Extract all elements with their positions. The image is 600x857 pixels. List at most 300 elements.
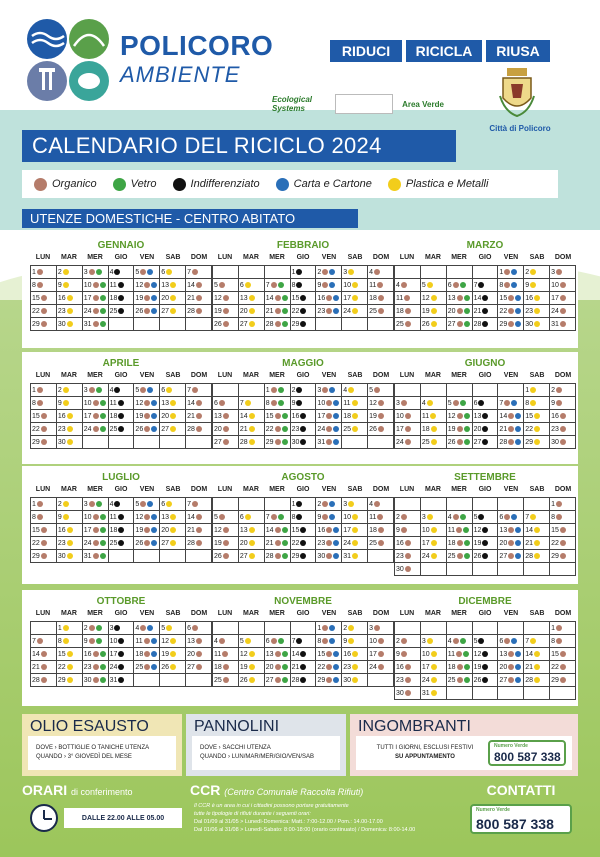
weekday-header [394, 372, 576, 383]
waste-dot-icon [249, 321, 255, 327]
day-cell [186, 292, 212, 305]
day-cell [31, 635, 57, 648]
day-number: 8 [551, 513, 556, 521]
day-cell [186, 423, 212, 436]
waste-dot-icon [89, 387, 95, 393]
day-cell [291, 661, 317, 674]
day-cell [498, 279, 524, 292]
day-cell [447, 318, 473, 331]
day-cell [109, 305, 135, 318]
waste-dot-icon [515, 295, 521, 301]
day-cell [395, 648, 421, 661]
waste-dot-icon [333, 664, 339, 670]
day-cell [368, 524, 394, 537]
waste-dot-icon [464, 321, 470, 327]
weekday-label: LUN [35, 486, 51, 493]
weekday-label: DOM [190, 372, 208, 379]
day-cell [291, 436, 317, 449]
day-number: 4 [421, 399, 426, 407]
pannolini-dove: SACCHI UTENZA [222, 745, 271, 751]
weekday-label: MAR [425, 254, 441, 261]
weekday-label: SAB [165, 486, 181, 493]
day-cell [57, 305, 83, 318]
waste-dot-icon [196, 295, 202, 301]
waste-dot-icon [431, 664, 437, 670]
weekday-label: DOM [190, 610, 208, 617]
day-number: 28 [32, 676, 40, 684]
day-number: 21 [291, 663, 300, 671]
day-number: 3 [369, 624, 374, 632]
waste-dot-icon [192, 625, 198, 631]
day-cell [291, 397, 317, 410]
weekday-label: DOM [372, 610, 390, 617]
weekday-label: SAB [165, 254, 181, 261]
month-grid [212, 497, 394, 563]
day-number: 26 [239, 676, 248, 684]
waste-dot-icon [93, 514, 99, 520]
day-cell [239, 550, 265, 563]
weekday-label: GIO [296, 486, 310, 493]
day-number: 21 [187, 294, 195, 302]
day-cell [239, 397, 265, 410]
waste-dot-icon [329, 638, 335, 644]
waste-dot-icon [534, 527, 540, 533]
waste-dot-icon [282, 553, 288, 559]
day-number: 2 [57, 386, 62, 394]
day-number: 15 [265, 412, 274, 420]
day-cell [421, 292, 447, 305]
waste-dot-icon [192, 387, 198, 393]
waste-dot-icon [166, 269, 172, 275]
day-cell [473, 524, 499, 537]
day-cell [134, 266, 160, 279]
day-number: 1 [551, 500, 556, 508]
weekday-label: GIO [114, 254, 128, 261]
waste-dot-icon [515, 308, 521, 314]
day-cell [291, 384, 317, 397]
day-number: 6 [161, 386, 166, 394]
day-cell [395, 511, 421, 524]
day-number: 3 [83, 500, 88, 508]
day-cell [291, 498, 317, 511]
weekday-label: GIO [478, 254, 492, 261]
day-number: 26 [369, 425, 377, 433]
day-number: 1 [499, 268, 504, 276]
day-cell [160, 511, 186, 524]
day-cell [265, 305, 291, 318]
day-cell [239, 305, 265, 318]
day-cell [239, 537, 265, 550]
waste-dot-icon [249, 553, 255, 559]
weekday-label: GIO [296, 372, 310, 379]
day-cell [213, 550, 239, 563]
day-number: 8 [291, 513, 296, 521]
ccr-section [190, 782, 458, 842]
day-number: 8 [525, 399, 530, 407]
waste-dot-icon [508, 308, 514, 314]
day-number: 11 [447, 650, 455, 658]
day-number: 18 [447, 663, 456, 671]
waste-dot-icon [249, 308, 255, 314]
day-number: 20 [161, 412, 170, 420]
day-number: 1 [57, 624, 62, 632]
waste-dot-icon [300, 664, 306, 670]
day-number: 21 [525, 539, 534, 547]
waste-dot-icon [405, 664, 411, 670]
waste-dot-icon [249, 677, 255, 683]
day-number: 29 [551, 552, 559, 560]
waste-dot-icon [463, 651, 469, 657]
waste-dot-icon [463, 527, 469, 533]
day-cell [213, 622, 239, 635]
waste-dot-icon [556, 387, 562, 393]
day-cell [550, 498, 576, 511]
waste-dot-icon [118, 282, 124, 288]
day-number: 25 [447, 552, 456, 560]
day-cell [109, 266, 135, 279]
waste-dot-icon [560, 651, 566, 657]
partner-logo-area-verde: Area Verde [402, 99, 444, 109]
day-number: 2 [57, 268, 62, 276]
day-number: 23 [57, 425, 66, 433]
day-number: 16 [317, 294, 326, 302]
day-cell [213, 292, 239, 305]
waste-dot-icon [100, 527, 106, 533]
day-cell [213, 511, 239, 524]
day-number: 5 [473, 513, 478, 521]
day-number: 4 [109, 386, 114, 394]
day-number: 13 [187, 637, 195, 645]
waste-dot-icon [515, 426, 521, 432]
day-number: 17 [317, 412, 326, 420]
day-number: 25 [343, 425, 352, 433]
day-cell [550, 563, 576, 576]
day-number: 3 [83, 386, 88, 394]
waste-dot-icon [427, 400, 433, 406]
day-number: 6 [265, 637, 270, 645]
waste-dot-icon [560, 527, 566, 533]
waste-dot-icon [278, 387, 284, 393]
day-cell [395, 537, 421, 550]
day-cell [421, 410, 447, 423]
day-cell [421, 436, 447, 449]
day-number: 30 [57, 552, 66, 560]
day-cell [83, 661, 109, 674]
waste-dot-icon [431, 651, 437, 657]
day-cell [473, 622, 499, 635]
weekday-label: MAR [61, 486, 77, 493]
waste-dot-icon [275, 439, 281, 445]
day-cell [498, 635, 524, 648]
waste-dot-icon [196, 400, 202, 406]
waste-dot-icon [460, 282, 466, 288]
waste-dot-icon [147, 625, 153, 631]
weekday-label: SAB [529, 486, 545, 493]
day-number: 15 [317, 650, 326, 658]
day-cell [291, 537, 317, 550]
day-number: 3 [551, 268, 556, 276]
contatti-numero-verde[interactable] [470, 804, 572, 834]
waste-dot-icon [478, 514, 484, 520]
day-number: 7 [525, 637, 530, 645]
waste-dot-icon [326, 413, 332, 419]
day-cell [109, 524, 135, 537]
day-cell [239, 410, 265, 423]
waste-dot-icon [118, 413, 124, 419]
weekday-label: GIO [296, 254, 310, 261]
ingombranti-numero-verde[interactable] [488, 740, 566, 766]
day-number: 1 [32, 500, 36, 508]
day-cell [160, 436, 186, 449]
day-number: 1 [525, 386, 530, 394]
day-number: 14 [525, 526, 534, 534]
legend-dot-icon [388, 178, 401, 191]
day-number: 22 [551, 663, 559, 671]
waste-dot-icon [322, 514, 328, 520]
waste-dot-icon [460, 514, 466, 520]
waste-dot-icon [431, 527, 437, 533]
day-cell [134, 305, 160, 318]
day-cell [213, 305, 239, 318]
day-cell [239, 524, 265, 537]
day-cell [109, 292, 135, 305]
waste-dot-icon [560, 439, 566, 445]
tag-riduci: RIDUCI [330, 40, 402, 62]
waste-dot-icon [41, 295, 47, 301]
day-number: 6 [214, 399, 218, 407]
day-number: 8 [499, 281, 504, 289]
pannolini-quando: LUN/MAR/MER/GIO/VEN/SAB [231, 754, 315, 760]
day-cell [368, 397, 394, 410]
day-cell [109, 279, 135, 292]
waste-dot-icon [196, 282, 202, 288]
waste-dot-icon [378, 527, 384, 533]
waste-dot-icon [151, 638, 157, 644]
waste-dot-icon [219, 514, 225, 520]
day-cell [83, 550, 109, 563]
day-cell [498, 397, 524, 410]
ingombranti-title: INGOMBRANTI [358, 718, 471, 735]
day-cell [342, 524, 368, 537]
day-cell [213, 397, 239, 410]
waste-dot-icon [322, 638, 328, 644]
day-number: 15 [551, 526, 559, 534]
waste-dot-icon [170, 426, 176, 432]
day-cell [550, 550, 576, 563]
day-cell [160, 410, 186, 423]
waste-dot-icon [144, 413, 150, 419]
day-number: 7 [499, 399, 504, 407]
weekday-label: MER [269, 372, 285, 379]
month-name: MARZO [466, 240, 504, 251]
day-number: 14 [473, 294, 482, 302]
day-cell [498, 537, 524, 550]
day-cell [316, 397, 342, 410]
day-cell [213, 648, 239, 661]
day-cell [550, 511, 576, 524]
day-cell [109, 511, 135, 524]
waste-dot-icon [118, 540, 124, 546]
legend-dot-icon [113, 178, 126, 191]
waste-dot-icon [144, 638, 150, 644]
waste-dot-icon [560, 553, 566, 559]
day-number: 21 [265, 307, 274, 315]
day-cell [395, 397, 421, 410]
day-cell [239, 318, 265, 331]
day-number: 29 [32, 552, 40, 560]
pannolini-box [186, 714, 346, 776]
weekday-label: DOM [554, 372, 572, 379]
waste-dot-icon [89, 625, 95, 631]
weekday-label: LUN [399, 486, 415, 493]
waste-dot-icon [431, 690, 437, 696]
day-number: 17 [396, 425, 404, 433]
day-number: 31 [551, 320, 559, 328]
waste-dot-icon [457, 308, 463, 314]
weekday-label: MAR [61, 610, 77, 617]
day-number: 16 [525, 294, 534, 302]
weekday-label: GIO [114, 610, 128, 617]
day-cell [109, 635, 135, 648]
waste-dot-icon [89, 501, 95, 507]
waste-dot-icon [326, 295, 332, 301]
day-cell [57, 674, 83, 687]
day-number: 22 [32, 307, 40, 315]
waste-dot-icon [482, 540, 488, 546]
waste-dot-icon [329, 282, 335, 288]
waste-dot-icon [352, 651, 358, 657]
day-cell [291, 622, 317, 635]
day-number: 23 [551, 425, 559, 433]
weekday-label: LUN [35, 372, 51, 379]
day-number: 25 [369, 539, 377, 547]
day-cell [291, 279, 317, 292]
weekday-label: DOM [190, 254, 208, 261]
day-cell [213, 318, 239, 331]
weekday-label: LUN [35, 610, 51, 617]
day-number: 22 [57, 663, 66, 671]
waste-dot-icon [144, 295, 150, 301]
waste-dot-icon [530, 269, 536, 275]
day-cell [83, 292, 109, 305]
day-number: 20 [499, 539, 508, 547]
day-cell [421, 397, 447, 410]
day-cell [473, 266, 499, 279]
day-cell [160, 266, 186, 279]
day-cell [447, 674, 473, 687]
day-cell [368, 305, 394, 318]
contatti-nv-number[interactable]: 800 587 338 [476, 816, 554, 832]
numero-verde-number[interactable]: 800 587 338 [494, 750, 561, 764]
month-name: AGOSTO [281, 472, 325, 483]
day-cell [316, 524, 342, 537]
waste-dot-icon [151, 413, 157, 419]
day-cell [421, 524, 447, 537]
weekday-header [212, 610, 394, 621]
waste-dot-icon [245, 282, 251, 288]
day-number: 24 [83, 307, 92, 315]
weekday-label: LUN [399, 372, 415, 379]
waste-dot-icon [504, 282, 510, 288]
waste-dot-icon [405, 566, 411, 572]
day-number: 13 [239, 294, 248, 302]
weekday-label: VEN [321, 486, 337, 493]
waste-dot-icon [326, 651, 332, 657]
day-cell [134, 423, 160, 436]
day-cell [524, 661, 550, 674]
legend-item-indifferenziato [173, 178, 260, 191]
waste-dot-icon [67, 413, 73, 419]
day-cell [213, 537, 239, 550]
waste-dot-icon [300, 651, 306, 657]
partner-logo-2 [335, 94, 393, 114]
waste-dot-icon [93, 540, 99, 546]
weekday-label: LUN [217, 486, 233, 493]
day-number: 24 [551, 307, 559, 315]
day-cell [395, 563, 421, 576]
waste-dot-icon [511, 269, 517, 275]
waste-dot-icon [245, 400, 251, 406]
waste-dot-icon [326, 664, 332, 670]
day-cell [316, 423, 342, 436]
day-number: 3 [396, 399, 400, 407]
day-number: 6 [499, 513, 504, 521]
day-number: 30 [83, 676, 92, 684]
day-cell [342, 279, 368, 292]
weekday-label: LUN [217, 372, 233, 379]
day-cell [265, 292, 291, 305]
day-number: 16 [343, 650, 352, 658]
day-cell [160, 305, 186, 318]
day-number: 17 [421, 663, 430, 671]
weekday-label: SAB [165, 372, 181, 379]
waste-dot-icon [374, 269, 380, 275]
waste-dot-icon [534, 553, 540, 559]
day-cell [368, 266, 394, 279]
day-cell [524, 498, 550, 511]
waste-dot-icon [464, 426, 470, 432]
day-cell [291, 674, 317, 687]
day-number: 15 [499, 294, 508, 302]
waste-dot-icon [151, 426, 157, 432]
day-cell [134, 511, 160, 524]
waste-dot-icon [41, 321, 47, 327]
day-cell [265, 397, 291, 410]
day-cell [447, 511, 473, 524]
waste-dot-icon [534, 540, 540, 546]
day-number: 4 [369, 268, 374, 276]
day-cell [31, 511, 57, 524]
day-number: 31 [343, 552, 352, 560]
day-cell [473, 423, 499, 436]
waste-dot-icon [556, 625, 562, 631]
waste-dot-icon [508, 426, 514, 432]
day-number: 21 [187, 412, 195, 420]
day-number: 24 [83, 539, 92, 547]
day-cell [265, 436, 291, 449]
day-cell [239, 266, 265, 279]
waste-dot-icon [96, 387, 102, 393]
waste-dot-icon [271, 282, 277, 288]
waste-dot-icon [464, 677, 470, 683]
day-number: 23 [317, 307, 326, 315]
day-cell [395, 318, 421, 331]
waste-dot-icon [482, 664, 488, 670]
waste-dot-icon [67, 426, 73, 432]
waste-dot-icon [464, 295, 470, 301]
waste-dot-icon [504, 400, 510, 406]
day-number: 4 [109, 500, 114, 508]
